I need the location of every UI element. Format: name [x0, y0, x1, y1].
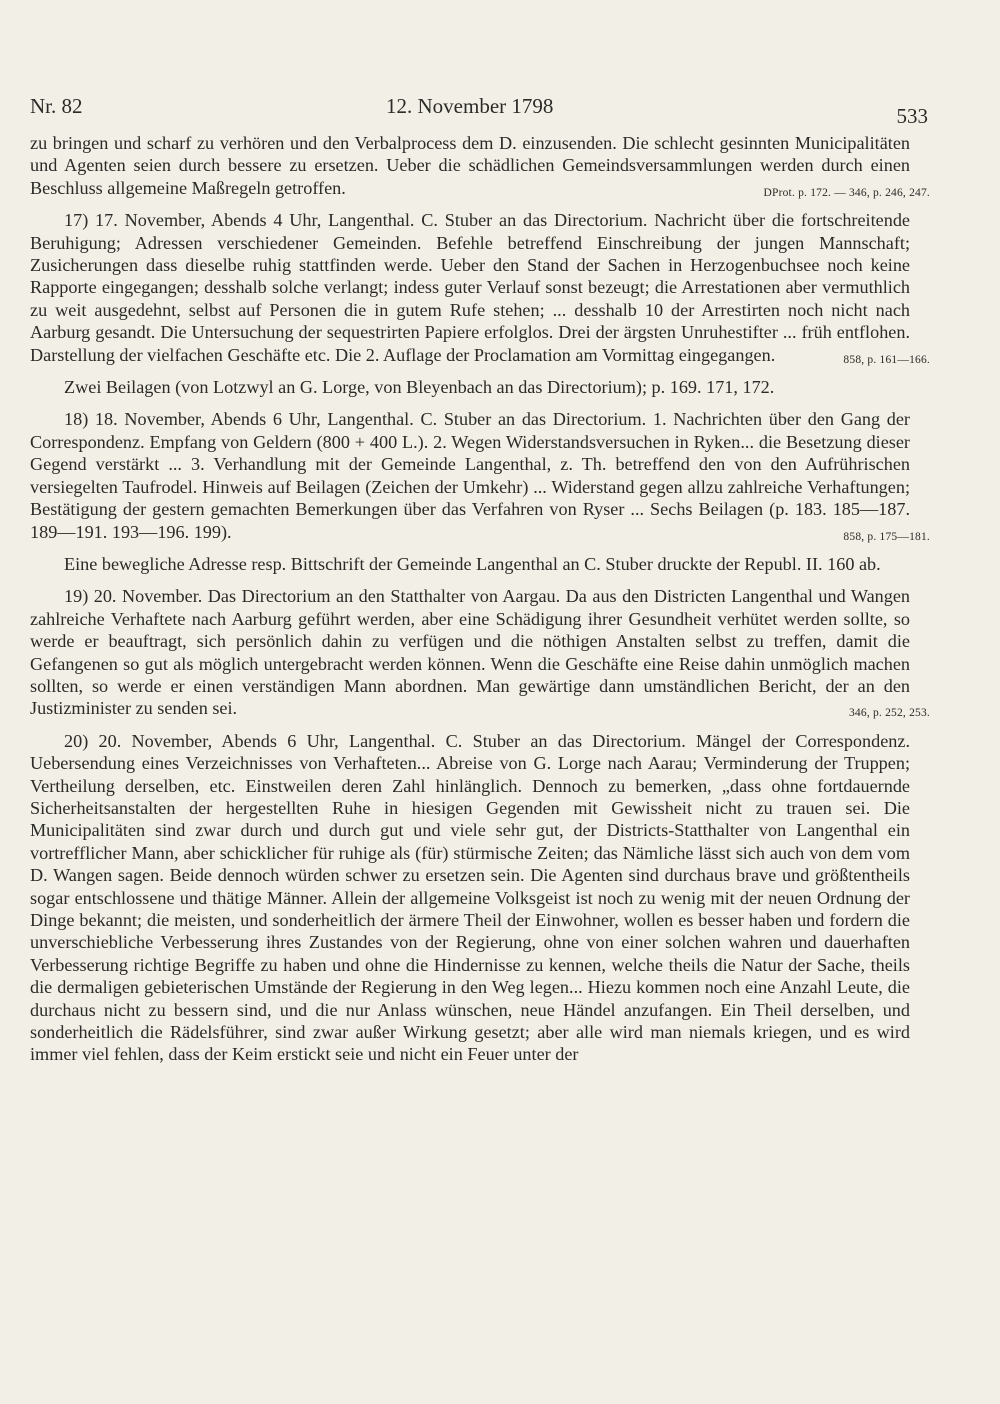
- entry-19: [30, 585, 930, 720]
- page-date: 12. November 1798: [386, 94, 554, 118]
- entry-20: [30, 730, 910, 1066]
- source-reference: 858, p. 161—166.: [843, 353, 930, 366]
- paragraph-text: zu bringen und scharf zu verhören und den Verbalprocess dem D. einzusenden. Die schlecht gesinnten Municipalitäten und Agenten seien durch bessere zu ersetzen. Ueber die schädlichen Gemeindsversammlungen werden durch einen Beschluss allgemeine Maßregeln getroffen.: [30, 133, 910, 198]
- entry-18-note: [30, 553, 910, 575]
- entry-17-attachments: [30, 376, 910, 398]
- paragraph-text: 17) 17. November, Abends 4 Uhr, Langenthal. C. Stuber an das Directorium. Nachricht über die fortschreitende Beruhigung; Adressen verschiedener Gemeinden. Befehle betreffend Einschreibung der jungen Mannschaft; Zusicherungen dass dieselbe ruhig stattfinden werde. Ueber den Stand der Sachen in Herzogenbuchsee noch keine Rapporte eingegangen; desshalb solche verlangt; indess guter Verlauf sonst bezeugt; die Arrestationen aber vermuthlich zu weit ausgedehnt, selbst auf Personen die in gutem Rufe stehen; ... desshalb 10 der Arrestirten noch nicht nach Aarburg gesandt. Die Untersuchung der sequestrirten Papiere erfolglos. Drei der ärgsten Unruhestifter ... früh entflohen. Darstellung der vielfachen Geschäfte etc. Die 2. Auflage der Proclamation am Vormittag eingegangen.: [30, 210, 910, 365]
- page-body: [30, 132, 930, 1066]
- paragraph-text: 18) 18. November, Abends 6 Uhr, Langenthal. C. Stuber an das Directorium. 1. Nachrichten über den Gang der Correspondenz. Empfang von Geldern (800 + 400 L.). 2. Wegen Widerstandsversuchen in Ryken... die Besetzung dieser Gegend verstärkt ... 3. Verhandlung mit der Gemeinde Langenthal, z. Th. betreffend den von den Aufrührischen versiegelten Taufrodel. Hinweis auf Beilagen (Zeichen der Umkehr) ... Widerstand gegen allzu zahlreiche Verhaftungen; Bestätigung der gestern gemachten Bemerkungen über das Verfahren von Ryser ... Sechs Beilagen (p. 183. 185—187. 189—191. 193—196. 199).: [30, 409, 910, 542]
- page-number: 533: [896, 104, 928, 128]
- paragraph-text: Eine bewegliche Adresse resp. Bittschrift der Gemeinde Langenthal an C. Stuber druckte der Republ. II. 160 ab.: [64, 553, 881, 574]
- paragraph-text: Zwei Beilagen (von Lotzwyl an G. Lorge, von Bleyenbach an das Directorium); p. 169. 171, 172.: [64, 377, 775, 398]
- source-reference: 346, p. 252, 253.: [848, 707, 930, 720]
- paragraph-continuation: [30, 132, 930, 199]
- paragraph-text: 20) 20. November, Abends 6 Uhr, Langenthal. C. Stuber an das Directorium. Mängel der Correspondenz. Uebersendung eines Verzeichnisses von Verhafteten... Abreise von G. Lorge nach Aarau; Verminderung der Truppen; Vertheilung derselben, etc. Einstweilen deren Zahl hinlänglich. Dennoch zu bemerken, „dass ohne fortdauernde Sicherheitsanstalten der hergestellten Ruhe in hiesigen Gegenden mit Gewissheit nicht zu trauen sei. Die Municipalitäten sind zwar durch und durch gut und viele sehr gut, der Districts-Statthalter von Langenthal ein vortrefflicher Mann, aber schicklicher für ruhige als (für) stürmische Zeiten; das Nämliche lässt sich auch von dem vom D. Wangen sagen. Beide dennoch würden schwer zu ersetzen sein. Die Agenten sind durchaus brave und größtentheils sogar entschlossene und thätige Männer. Allein der allgemeine Volksgeist ist noch zu wenig mit der neuen Ordnung der Dinge bekannt; die meisten, und sonderheitlich der ärmere Theil der Einwohner, wollen es besser haben und fordern die unverschiebliche Verbesserung ihres Zustandes von der Regierung, ohne von einer solchen wahren und dauerhaften Verbesserung richtige Begriffe zu haben und ohne die Hindernisse zu kennen, welche theils die Natur der Sache, theils die dermaligen gebieterischen Umstände der Regierung in den Weg legen... Hiezu kommen noch eine Anzahl Leute, die durchaus nicht zu bessern sind, und die nur Anlass wünschen, neue Händel anzufangen. Ein Theil derselben, und sonderheitlich die Rädelsführer, sind zwar außer Wirkung gesetzt; aber alle wird man niemals kriegen, und es wird immer viel fehlen, dass der Keim erstickt seie und nicht ein Feuer unter der: [30, 730, 910, 1065]
- entry-18: [30, 408, 930, 543]
- paragraph-text: 19) 20. November. Das Directorium an den Statthalter von Aargau. Da aus den Districten Langenthal und Wangen zahlreiche Verhaftete nach Aarburg geführt werden, aber eine Schädigung ihrer Gesundheit verhütet werden sollte, so werde er beauftragt, sich persönlich dahin zu verfügen und die nöthigen Anstalten selbst zu treffen, damit die Gefangenen so gut als möglich untergebracht werden können. Wenn die Geschäfte eine Reise dahin unmöglich machen sollten, so werde er einen verständigen Mann abordnen. Man gewärtige dann umständlichen Bericht, der an den Justizminister zu senden sei.: [30, 586, 910, 719]
- document-number: Nr. 82: [30, 94, 83, 118]
- page-header: [30, 92, 928, 132]
- source-reference: DProt. p. 172. — 346, p. 246, 247.: [763, 186, 930, 199]
- entry-17: [30, 209, 930, 366]
- source-reference: 858, p. 175—181.: [843, 530, 930, 543]
